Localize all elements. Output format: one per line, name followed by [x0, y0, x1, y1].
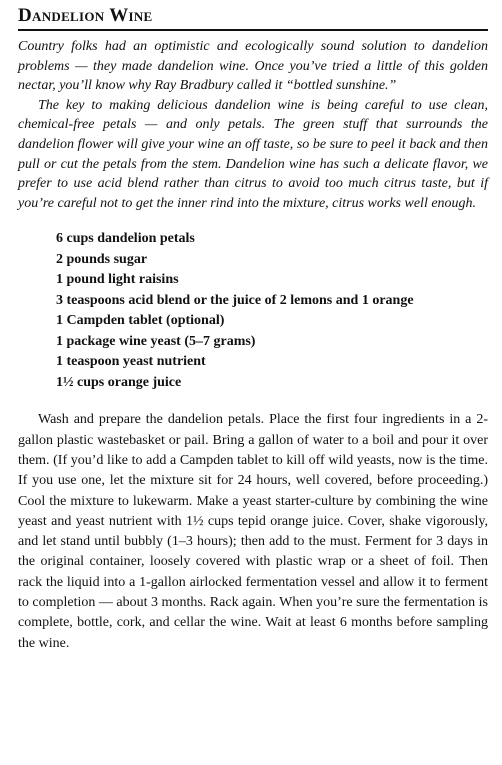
recipe-title: Dandelion Wine — [18, 5, 153, 26]
recipe-intro — [18, 37, 488, 213]
intro-paragraph: Country folks had an optimistic and ecologically sound solution to dandelion problems — they made dandelion wine. Once you’ve tried a little of this golden nectar, you’ll know why Ray Bradbury called it “bottled sunshine.” — [18, 39, 488, 94]
title-rule — [18, 29, 488, 31]
ingredient-item: 1 pound light raisins — [56, 272, 179, 288]
ingredient-item: 6 cups dandelion petals — [56, 231, 195, 247]
ingredient-item: 1 teaspoon yeast nutrient — [56, 354, 206, 370]
ingredient-item: 3 teaspoons acid blend or the juice of 2 lemons and 1 orange — [56, 292, 414, 308]
ingredient-item: 1 package wine yeast (5–7 grams) — [56, 333, 256, 349]
intro-paragraph: The key to making delicious dandelion wine is being careful to use clean, chemical-free petals — and only petals. The green stuff that surrounds the dandelion flower will give your wine an off taste, so be sure to peel it back and then pull or cut the petals from the stem. Dandelion wine has such a delicate flavor, we prefer to use acid blend rather than citrus to avoid too much citrus taste, but if you’re careful not to get the inner rind into the mixture, citrus works well enough. — [18, 97, 488, 211]
ingredient-item: 1 Campden tablet (optional) — [56, 313, 225, 329]
ingredient-item: 1½ cups orange juice — [56, 374, 182, 390]
recipe-method: Wash and prepare the dandelion petals. Place the first four ingredients in a 2-gallon plastic wastebasket or pail. Bring a gallon of water to a boil and pour it over them. (If you’d like to add a Campden tablet to kill off wild yeasts, now is the time. If you use one, let the mixture sit for 24 hours, well covered, before proceeding.) Cool the mixture to lukewarm. Make a yeast starter-culture by combining the wine yeast and yeast nutrient with 1½ cups tepid orange juice. Cover, shake vigorously, and let stand until bubbly (1–3 hours); then add to the must. Ferment for 3 days in the original container, loosely covered with plastic wrap or a sheet of foil. Then rack the liquid into a 1-gallon airlocked fermentation vessel and allow it to ferment to completion — about 3 months. Rack again. When you’re sure the fermentation is complete, bottle, cork, and cellar the wine. Wait at least 6 months before sampling the wine. — [18, 412, 488, 651]
ingredient-list — [18, 229, 488, 393]
ingredient-item: 2 pounds sugar — [56, 251, 148, 267]
